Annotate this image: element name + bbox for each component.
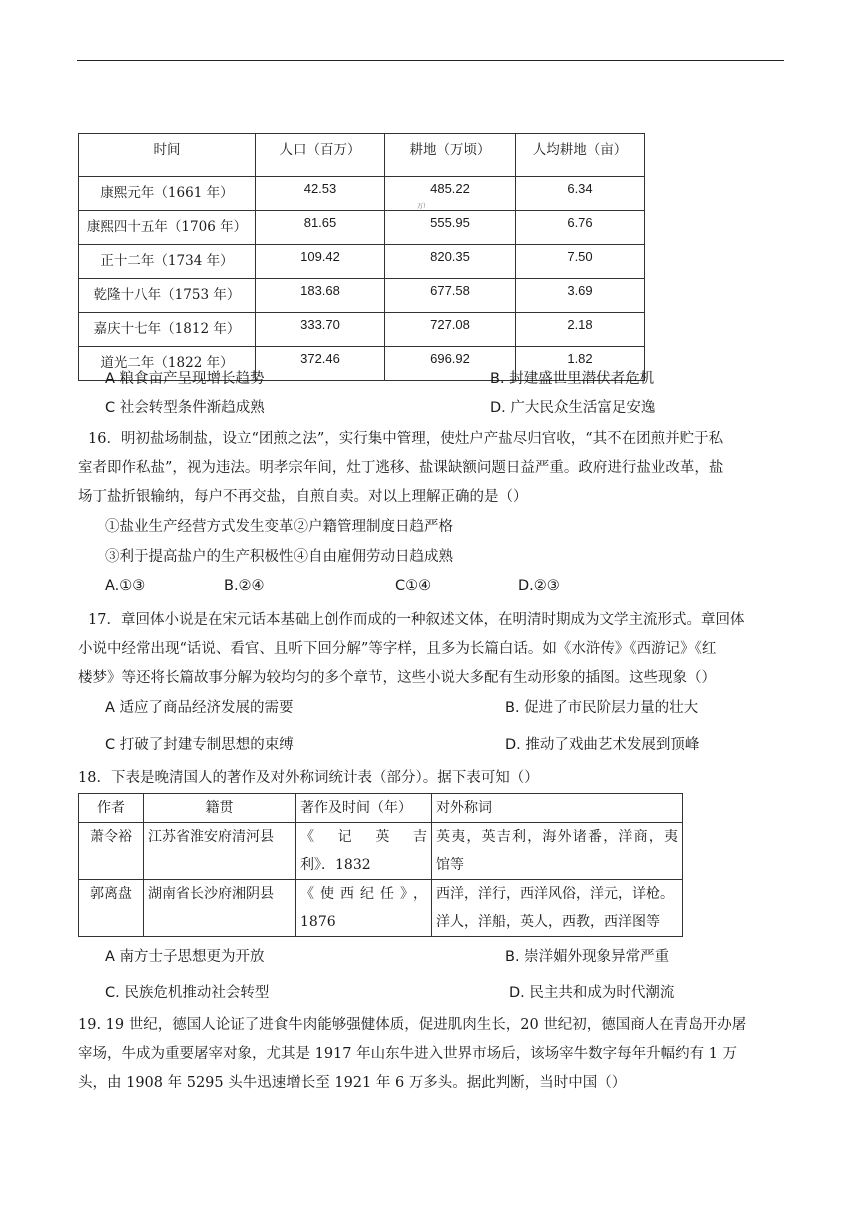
- terms-line: 洋人，洋船，英人，西教，西洋图等: [436, 914, 660, 930]
- option-d: D.②③: [518, 578, 560, 594]
- table-row: [79, 313, 645, 347]
- terms-line: 英夷，英吉利，海外诸番，洋商，夷: [436, 829, 678, 845]
- q17-line: 小说中经常出现“话说、看官、且听下回分解”等字样，且多为长篇白话。如《水浒传》《西游记》《红: [78, 641, 717, 657]
- terms-cell: [432, 880, 683, 937]
- q19-line: 19. 19 世纪，德国人论证了进食牛肉能够强健体质，促进肌肉生长，20 世纪初，德国商人在青岛开办屠: [78, 1017, 747, 1033]
- work-line: 1876: [300, 914, 336, 930]
- option-a: A.①③: [105, 578, 146, 594]
- table-row: [79, 177, 645, 211]
- table-cell: 康熙四十五年（1706 年）: [79, 211, 256, 245]
- table-cell: 正十二年（1734 年）: [79, 245, 256, 279]
- header-cell: 对外称词: [432, 794, 683, 823]
- option-b: B. 封建盛世里潜伏者危机: [490, 371, 655, 387]
- table-cell: 1.82: [516, 347, 645, 381]
- table-cell: 2.18: [516, 313, 645, 347]
- table-cell: 696.92: [385, 347, 516, 381]
- terms-line: 馆等: [436, 857, 464, 873]
- author-cell: 萧令裕: [79, 823, 144, 880]
- stray-mark: 万）: [417, 203, 430, 210]
- header-rule: [77, 60, 784, 61]
- option-a: A 粮食亩产呈现增长趋势: [105, 371, 265, 387]
- table-cell: 727.08: [385, 313, 516, 347]
- table-cell: 3.69: [516, 279, 645, 313]
- option-d: D. 民主共和成为时代潮流: [509, 985, 675, 1001]
- header-cell: 耕地（万顷）: [385, 134, 516, 177]
- work-line: 《 记 英 吉: [300, 829, 427, 845]
- work-line: 《使西纪任》，: [300, 886, 427, 902]
- population-table: [78, 133, 645, 381]
- option-b: B. 促进了市民阶层力量的壮大: [505, 700, 699, 716]
- table-row: [79, 245, 645, 279]
- author-cell: 郭离盘: [79, 880, 144, 937]
- option-d: D. 推动了戏曲艺术发展到顶峰: [505, 737, 700, 753]
- table-cell: 6.34: [516, 177, 645, 211]
- work-cell: [296, 880, 432, 937]
- table-cell: 42.53: [256, 177, 385, 211]
- option-c: C①④: [395, 578, 432, 594]
- table-cell: 333.70: [256, 313, 385, 347]
- table-cell: 嘉庆十七年（1812 年）: [79, 313, 256, 347]
- table-cell: 乾隆十八年（1753 年）: [79, 279, 256, 313]
- header-cell: 作者: [79, 794, 144, 823]
- q19-line: 宰场，牛成为重要屠宰对象，尤其是 1917 年山东牛进入世界市场后，该场宰牛数字每年升幅约有 1 万: [78, 1046, 738, 1062]
- q18-stem: 18．下表是晚清国人的著作及对外称词统计表（部分）。据下表可知（）: [78, 770, 539, 786]
- table-row: [79, 880, 683, 937]
- table-cell: 7.50: [516, 245, 645, 279]
- option-b: B.②④: [224, 578, 265, 594]
- q17-line: 楼梦》等还将长篇故事分解为较均匀的多个章节，这些小说大多配有生动形象的插图。这些现象（）: [78, 670, 716, 686]
- table-cell: 道光二年（1822 年）: [79, 347, 256, 381]
- origin-cell: 江苏省淮安府清河县: [144, 823, 296, 880]
- table-cell: 81.65: [256, 211, 385, 245]
- q16-item: ①盐业生产经营方式发生变革②户籍管理制度日趋严格: [105, 519, 453, 535]
- table-cell: 372.46: [256, 347, 385, 381]
- header-cell: 人均耕地（亩）: [516, 134, 645, 177]
- origin-cell: 湖南省长沙府湘阴县: [144, 880, 296, 937]
- header-cell: 籍贯: [144, 794, 296, 823]
- work-cell: [296, 823, 432, 880]
- option-a: A 南方士子思想更为开放: [105, 949, 265, 965]
- q17-line: 17．章回体小说是在宋元话本基础上创作而成的一种叙述文体，在明清时期成为文学主流形式。章回体: [88, 612, 745, 628]
- work-line: 利》．1832: [300, 857, 371, 873]
- table-cell: 555.95: [385, 211, 516, 245]
- table-cell: 6.76: [516, 211, 645, 245]
- table-cell: 820.35: [385, 245, 516, 279]
- q16-line: 室者即作私盐”，视为违法。明孝宗年间，灶丁逃移、盐课缺额问题日益严重。政府进行盐业改革，盐: [78, 460, 724, 476]
- option-b: B. 崇洋媚外现象异常严重: [505, 949, 670, 965]
- table-cell: 康熙元年（1661 年）: [79, 177, 256, 211]
- terms-line: 西洋，洋行，西洋风俗，洋元，详枪。: [436, 886, 674, 902]
- header-cell: 著作及时间（年）: [296, 794, 432, 823]
- option-c: C. 民族危机推动社会转型: [105, 985, 270, 1001]
- option-d: D. 广大民众生活富足安逸: [490, 400, 656, 416]
- table-row: [79, 211, 645, 245]
- term-table: [78, 793, 683, 937]
- table-header-row: [79, 794, 683, 823]
- option-c: C 打破了封建专制思想的束缚: [105, 737, 294, 753]
- terms-cell: [432, 823, 683, 880]
- header-cell: 人口（百万）: [256, 134, 385, 177]
- q16-line: 场丁盐折银输纳，每户不再交盐，自煎自卖。对以上理解正确的是（）: [78, 489, 528, 505]
- q16-line: 16．明初盐场制盐，设立“团煎之法”，实行集中管理，使灶户产盐尽归官收，“其不在团煎并贮于私: [88, 431, 724, 447]
- table-row: [79, 823, 683, 880]
- q16-item: ③利于提高盐户的生产积极性④自由雇佣劳动日趋成熟: [105, 549, 453, 565]
- table-cell: 109.42: [256, 245, 385, 279]
- table-header-row: [79, 134, 645, 177]
- table-cell: 677.58: [385, 279, 516, 313]
- option-c: C 社会转型条件渐趋成熟: [105, 400, 265, 416]
- header-cell: 时间: [79, 134, 256, 177]
- table-row: [79, 279, 645, 313]
- table-cell: 183.68: [256, 279, 385, 313]
- q19-line: 头，由 1908 年 5295 头牛迅速增长至 1921 年 6 万多头。据此判断，当时中国（）: [78, 1075, 627, 1091]
- option-a: A 适应了商品经济发展的需要: [105, 700, 294, 716]
- table-cell: 485.22: [385, 177, 516, 211]
